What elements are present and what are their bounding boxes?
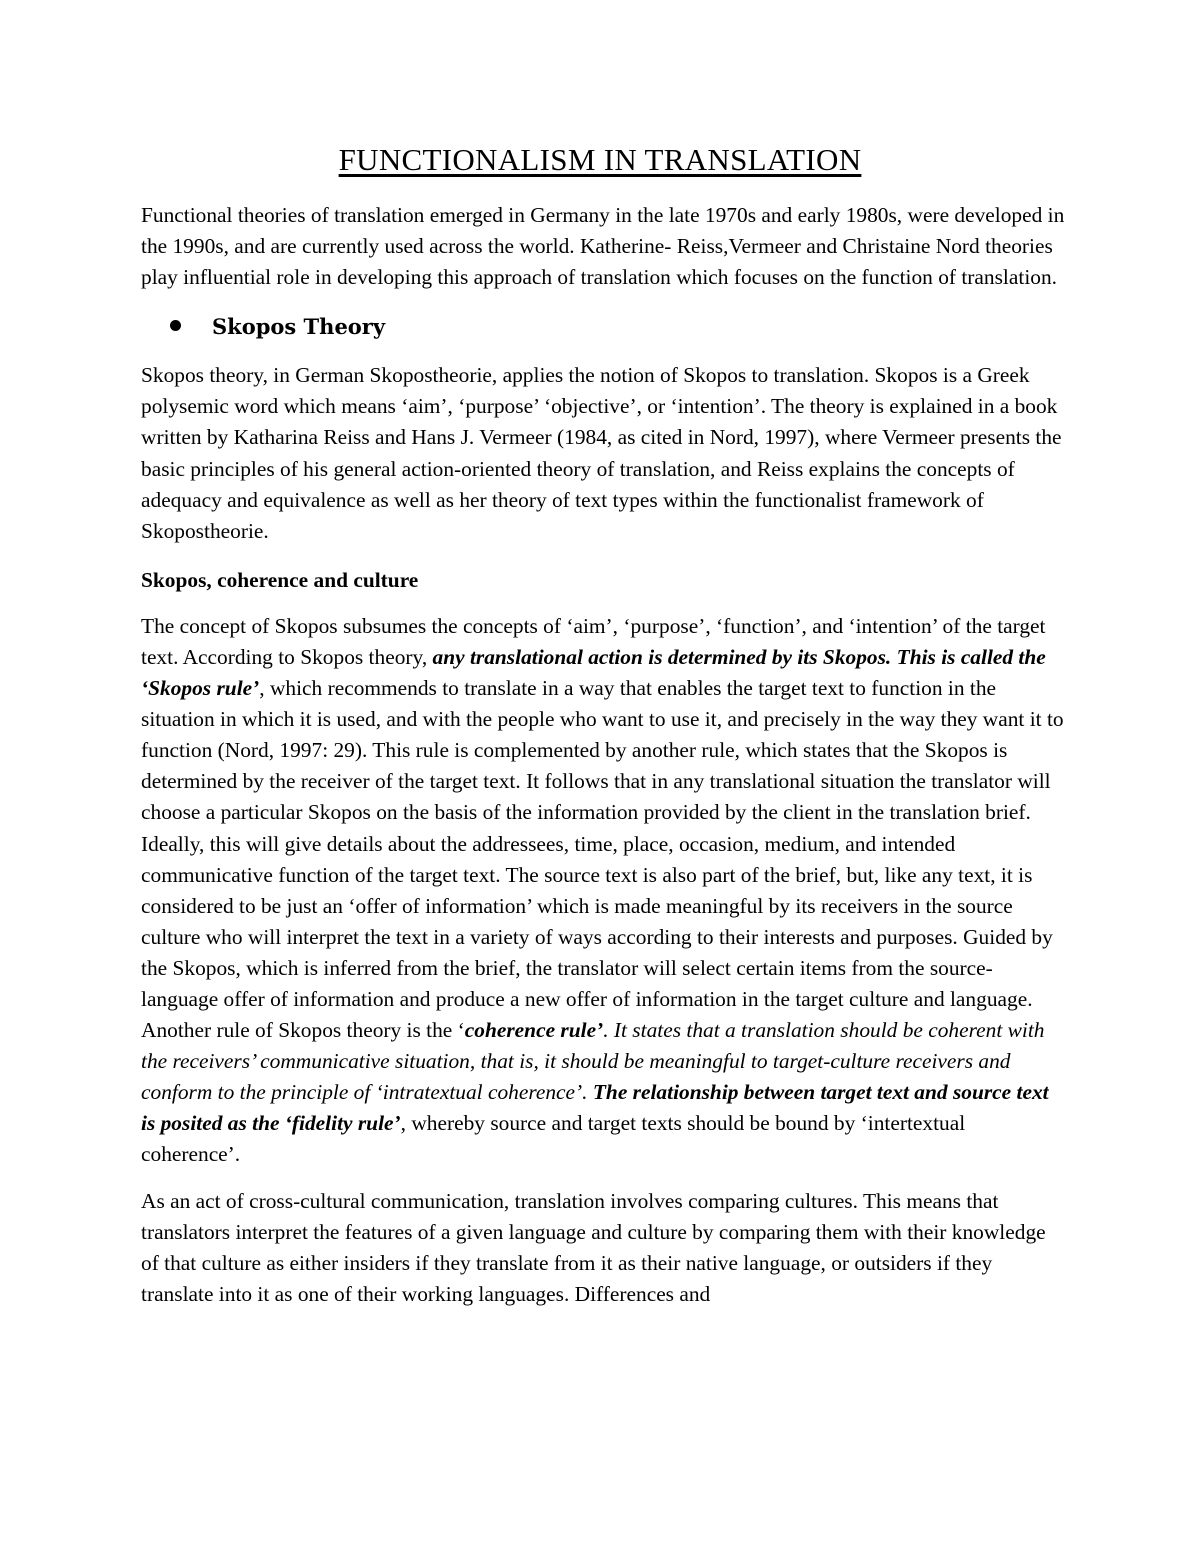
text-run: The concept of Skopos subsumes the concepts of ‘aim’, ‘purpose’, ‘function’, and ‘intention’ of the target text. According to Skopos theory, bbox=[141, 613, 1046, 669]
emphasis-skopos-rule: any translational action is determined by its Skopos. This is called the ‘Skopos rule’ bbox=[141, 644, 1046, 701]
skopos-theory-paragraph: Skopos theory, in German Skopostheorie, applies the notion of Skopos to translation. Skopos is a Greek polysemic word which means ‘aim’, ‘purpose’ ‘objective’, or ‘intention’. The theory is explained in a book written by Katharina Reiss and Hans J. Vermeer (1984, as cited in Nord, 1997), where Vermeer presents the basic principles of his general action-oriented theory of translation, and Reiss explains the concepts of adequacy and equivalence as well as her theory of text types within the functionalist framework of Skopostheorie. bbox=[141, 363, 1062, 543]
intro-paragraph: Functional theories of translation emerged in Germany in the late 1970s and early 1980s, were developed in the 1990s, and are currently used across the world. Katherine- Reiss,Vermeer and Christaine Nord theories play influential role in developing this approach of translation which focuses on the function of translation. bbox=[141, 203, 1065, 290]
page-title: FUNCTIONALISM IN TRANSLATION bbox=[338, 142, 862, 177]
subheading-skopos-coherence-culture: Skopos, coherence and culture bbox=[141, 567, 419, 592]
section-heading-skopos-theory bbox=[141, 311, 1066, 342]
text-run: , whereby source and target texts should be bound by ‘intertextual coherence’. bbox=[141, 1111, 966, 1167]
cross-cultural-paragraph: As an act of cross-cultural communication, translation involves comparing cultures. This means that translators interpret the features of a given language and culture by comparing them with their knowledge of that culture as either insiders if they translate from it as their native language, or outsiders if they translate into it as one of their working languages. Differences and bbox=[141, 1188, 1046, 1306]
bullet-icon bbox=[170, 320, 181, 331]
emphasis-coherence-rule: coherence rule’ bbox=[464, 1018, 604, 1043]
emphasis-fidelity-rule: The relationship between target text and source text is posited as the ‘fidelity rule’ bbox=[141, 1080, 1049, 1136]
text-run: , which recommends to translate in a way that enables the target text to function in the situation in which it is used, and with the people who want to use it, and precisely in the way they want it to function (Nord, 1997: 29). This rule is complemented by another rule, which states that the Skopos is determined by the receiver of the target text. It follows that in any translational situation the translator will choose a particular Skopos on the basis of the information provided by the client in the translation brief. Ideally, this will give details about the addressees, time, place, occasion, medium, and intended communicative function of the target text. The source text is also part of the brief, but, like any text, it is considered to be just an ‘offer of information’ which is made meaningful by its receivers in the source culture who will interpret the text in a variety of ways according to their interests and purposes. Guided by the Skopos, which is inferred from the brief, the translator will select certain items from the source-language offer of information and produce a new offer of information in the target culture and language. Another rule of Skopos theory is the ‘ bbox=[141, 676, 1064, 1043]
skopos-coherence-paragraph bbox=[141, 611, 1066, 1171]
section-heading-label: Skopos Theory bbox=[212, 314, 386, 340]
italic-coherence-explanation: . It states that a translation should be coherent with the receivers’ communicative situation, that is, it should be meaningful to target-culture receivers and conform to the principle of ‘intratextual coherence’. bbox=[141, 1018, 1045, 1105]
document-body bbox=[141, 200, 1066, 1310]
